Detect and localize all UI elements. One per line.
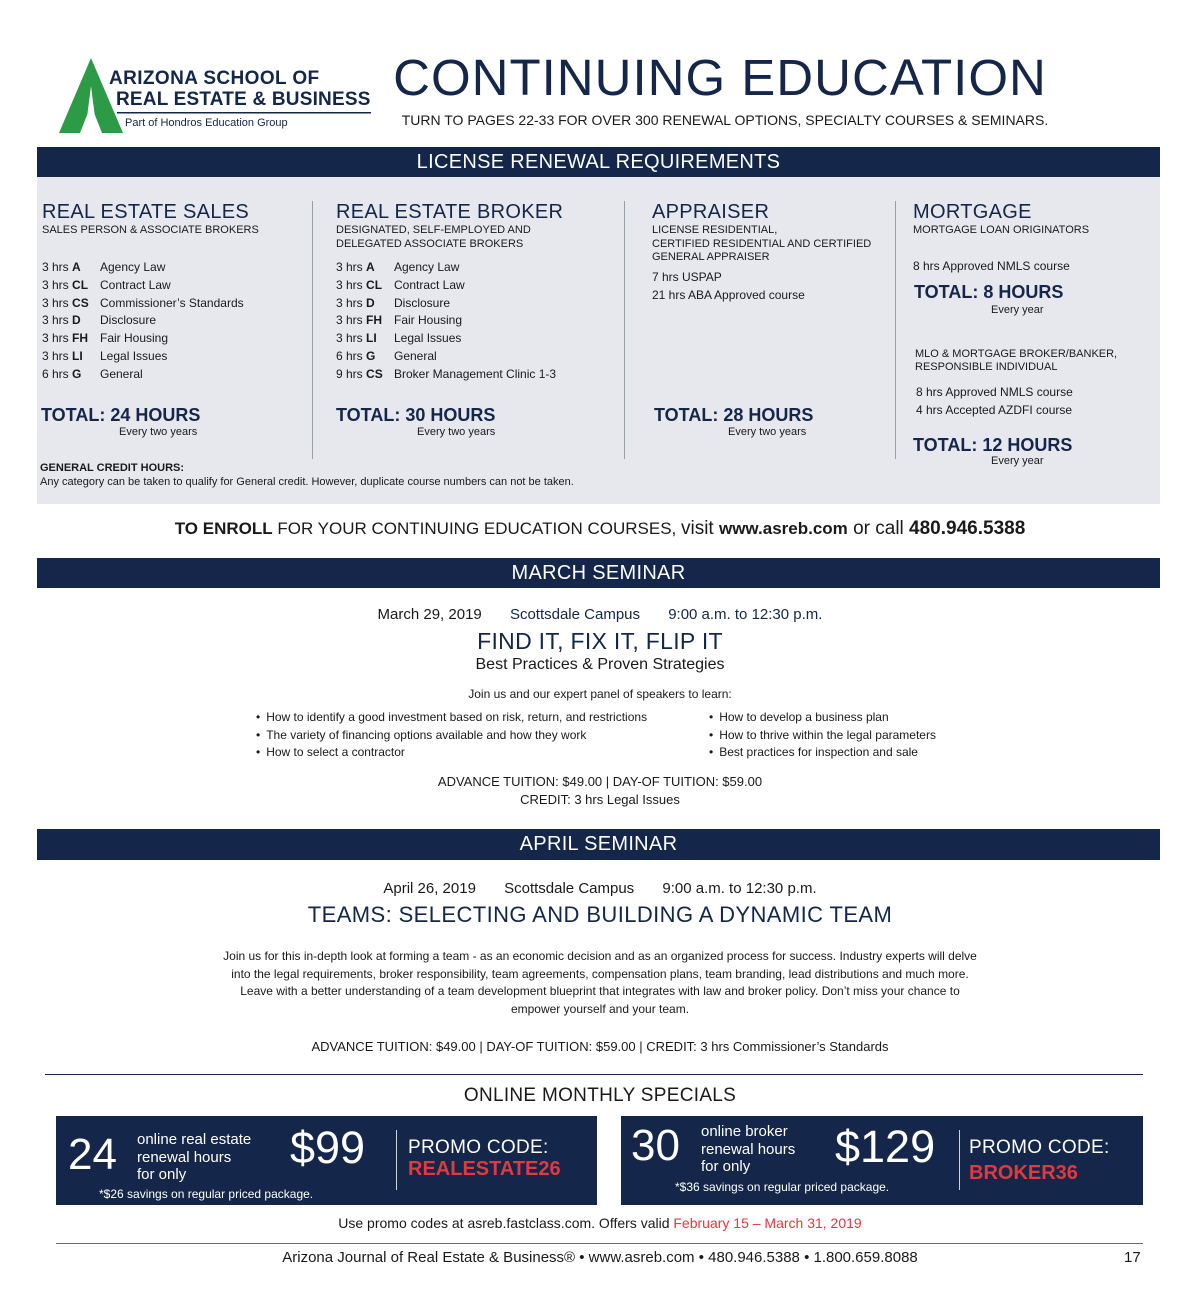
- sales-title: REAL ESTATE SALES: [42, 201, 250, 223]
- april-seminar-heading: APRIL SEMINAR: [37, 829, 1160, 860]
- march-seminar-heading: MARCH SEMINAR: [37, 558, 1160, 588]
- column-divider: [312, 201, 313, 459]
- renewal-heading-bar: LICENSE RENEWAL REQUIREMENTS: [37, 147, 1160, 177]
- requirement-item: [42, 312, 244, 330]
- sales-requirement-list: [42, 259, 244, 384]
- mortgage-title: MORTGAGE: [913, 201, 1032, 223]
- broker-subtitle-2: DELEGATED ASSOCIATE BROKERS: [336, 237, 524, 250]
- april-tuition: ADVANCE TUITION: $49.00 | DAY-OF TUITION: $59.00 | CREDIT: 3 hrs Commissioner’s Standards: [311, 1039, 889, 1054]
- footer-text: Arizona Journal of Real Estate & Business® • www.asreb.com • 480.946.5388 • 1.800.659.8088: [282, 1249, 918, 1266]
- online-specials-heading: ONLINE MONTHLY SPECIALS: [463, 1085, 737, 1106]
- april-date: April 26, 2019: [383, 880, 476, 897]
- requirement-hours: [336, 259, 394, 277]
- march-tuition: ADVANCE TUITION: $49.00 | DAY-OF TUITION: $59.00: [437, 774, 763, 789]
- promo-description: [137, 1131, 251, 1184]
- march-credit: CREDIT: 3 hrs Legal Issues: [520, 792, 680, 807]
- requirement-code: A: [366, 260, 375, 274]
- requirement-hours: [42, 348, 100, 366]
- appraiser-item-aba: 21 hrs ABA Approved course: [652, 288, 805, 302]
- promo-desc-line-1: online broker: [701, 1123, 788, 1140]
- requirement-hours: [336, 348, 394, 366]
- promo-card-broker[interactable]: [621, 1116, 1143, 1205]
- requirement-name: Disclosure: [394, 295, 451, 310]
- requirement-hours: [42, 295, 100, 313]
- mortgage-frequency-1: Every year: [991, 304, 1044, 316]
- march-date: March 29, 2019: [377, 606, 482, 623]
- requirement-hours: [336, 295, 394, 313]
- requirement-code: G: [366, 348, 376, 363]
- promo-savings-note: *$36 savings on regular priced package.: [675, 1180, 890, 1194]
- requirement-code: CS: [72, 295, 89, 310]
- requirement-hours-value: 3 hrs: [42, 260, 69, 274]
- sales-total: TOTAL: 24 HOURS: [41, 405, 201, 425]
- promo-info-prefix: Use promo codes at: [338, 1215, 468, 1231]
- appraiser-column: [652, 201, 871, 265]
- enroll-or-call: or call: [847, 518, 910, 539]
- requirement-item: [336, 277, 556, 295]
- requirement-code: FH: [72, 331, 89, 346]
- promo-code-value[interactable]: REALESTATE26: [408, 1158, 561, 1180]
- march-seminar-intro: Join us and our expert panel of speakers to learn:: [468, 687, 732, 701]
- requirement-item: [336, 348, 556, 366]
- mortgage-frequency-2: Every year: [991, 455, 1044, 467]
- broker-title: REAL ESTATE BROKER: [336, 201, 564, 223]
- mortgage-total-2: TOTAL: 12 HOURS: [913, 435, 1073, 455]
- section-divider: [45, 1074, 1143, 1075]
- requirement-hours-value: 3 hrs: [336, 295, 363, 310]
- requirement-hours-value: 3 hrs: [336, 277, 363, 292]
- april-seminar-meta: [0, 880, 1200, 897]
- requirement-name: Broker Management Clinic 1-3: [394, 366, 557, 381]
- bullet-item: • The variety of financing options available and how they work: [256, 727, 647, 745]
- requirement-hours-value: 3 hrs: [336, 313, 363, 328]
- bullet-item: • How to select a contractor: [256, 744, 647, 762]
- bullet-item: • Best practices for inspection and sale: [709, 744, 936, 762]
- march-bullets-right: [709, 709, 936, 762]
- march-seminar-meta: [0, 606, 1200, 623]
- april-time: 9:00 a.m. to 12:30 p.m.: [662, 880, 817, 897]
- requirement-code: G: [72, 366, 82, 381]
- footer-divider: [56, 1243, 1143, 1244]
- requirement-name: Fair Housing: [100, 331, 169, 346]
- requirement-hours-value: 3 hrs: [42, 348, 69, 363]
- requirement-name: Legal Issues: [394, 331, 462, 346]
- promo-info-line: [0, 1215, 1200, 1231]
- mortgage-item-nmls: 8 hrs Approved NMLS course: [913, 259, 1070, 273]
- requirement-name: Contract Law: [100, 277, 171, 292]
- requirement-name: Disclosure: [100, 313, 157, 328]
- broker-requirement-list: [336, 259, 556, 384]
- appraiser-subtitle-3: GENERAL APPRAISER: [652, 251, 770, 263]
- logo-line-2: REAL ESTATE & BUSINESS: [116, 89, 371, 110]
- requirement-hours: [336, 312, 394, 330]
- mortgage-subtitle-2a: MLO & MORTGAGE BROKER/BANKER,: [915, 348, 1118, 360]
- requirement-item: [42, 366, 244, 384]
- bullet-item: • How to identify a good investment based on risk, return, and restrictions: [256, 709, 647, 727]
- broker-subtitle-1: DESIGNATED, SELF-EMPLOYED AND: [336, 224, 531, 236]
- promo-code-label: PROMO CODE:: [408, 1137, 549, 1158]
- requirement-code: LI: [72, 348, 83, 363]
- mortgage-column: [913, 201, 1089, 238]
- promo-info-mid: Offers valid: [595, 1215, 674, 1231]
- requirement-name: Agency Law: [100, 260, 166, 274]
- promo-savings-note: *$26 savings on regular priced package.: [99, 1187, 314, 1201]
- requirement-hours-value: 3 hrs: [336, 331, 363, 346]
- requirement-hours-value: 3 hrs: [42, 295, 69, 310]
- requirement-name: Legal Issues: [100, 348, 168, 363]
- requirement-item: [336, 259, 556, 277]
- requirement-item: [42, 277, 244, 295]
- march-seminar-title: FIND IT, FIX IT, FLIP IT: [477, 628, 723, 654]
- page-subtitle: TURN TO PAGES 22-33 FOR OVER 300 RENEWAL OPTIONS, SPECIALTY COURSES & SEMINARS.: [401, 112, 1049, 128]
- requirement-name: Agency Law: [394, 260, 460, 274]
- appraiser-title: APPRAISER: [652, 201, 770, 223]
- bullet-item: • How to thrive within the legal parameters: [709, 727, 936, 745]
- general-credit-text: Any category can be taken to qualify for General credit. However, duplicate course numbers can not be taken.: [40, 476, 574, 488]
- requirement-code: CL: [366, 277, 383, 292]
- march-campus: Scottsdale Campus: [509, 606, 641, 623]
- promo-desc-line-2: renewal hours: [137, 1148, 232, 1166]
- enroll-visit: visit: [680, 518, 719, 539]
- appraiser-item-uspap: 7 hrs USPAP: [652, 270, 722, 284]
- requirement-name: Fair Housing: [394, 313, 463, 328]
- appraiser-frequency: Every two years: [728, 426, 807, 438]
- requirement-hours-value: 3 hrs: [336, 260, 363, 274]
- requirement-item: [336, 366, 556, 384]
- page-number: 17: [1124, 1249, 1141, 1266]
- requirement-item: [336, 330, 556, 348]
- promo-valid-dates: February 15 – March 31, 2019: [673, 1215, 862, 1231]
- sales-column: [42, 201, 259, 238]
- promo-hours: 30: [631, 1121, 680, 1170]
- requirement-item: [42, 348, 244, 366]
- promo-price: $129: [835, 1121, 936, 1172]
- sales-subtitle: SALES PERSON & ASSOCIATE BROKERS: [42, 224, 259, 236]
- school-logo: [57, 56, 377, 138]
- mortgage-subtitle-2b: RESPONSIBLE INDIVIDUAL: [915, 361, 1058, 373]
- promo-code-label: PROMO CODE:: [969, 1137, 1110, 1158]
- requirement-hours: [336, 277, 394, 295]
- requirement-hours-value: 6 hrs: [42, 366, 69, 381]
- broker-frequency: Every two years: [417, 426, 496, 438]
- promo-desc-line-3: for only: [137, 1166, 187, 1183]
- requirement-item: [336, 312, 556, 330]
- requirement-name: Contract Law: [394, 277, 465, 292]
- april-seminar-description: Join us for this in-depth look at forming a team - as an economic decision and as an organized process for success. Industry experts will delve into the legal requirements, broker responsibility, team agreements, compensation plans, team branding, lead distributions and much more. Leave with a better understanding of a team development blueprint that integrates with law and broker policy. Don’t miss your chance to empower yourself and your team.: [223, 949, 977, 1016]
- requirement-item: [336, 295, 556, 313]
- enroll-phone[interactable]: 480.946.5388: [909, 518, 1026, 539]
- broker-column: [336, 201, 563, 251]
- promo-price: $99: [290, 1122, 366, 1173]
- promo-desc-line-3: for only: [701, 1158, 751, 1175]
- promo-divider: [959, 1130, 960, 1190]
- requirement-code: D: [366, 295, 375, 310]
- appraiser-subtitle-1: LICENSE RESIDENTIAL,: [652, 224, 778, 236]
- requirement-item: [42, 330, 244, 348]
- appraiser-total: TOTAL: 28 HOURS: [654, 405, 814, 425]
- enroll-url-link[interactable]: www.asreb.com: [718, 519, 848, 538]
- requirement-hours-value: 3 hrs: [42, 331, 69, 346]
- general-credit-label: GENERAL CREDIT HOURS:: [40, 462, 185, 474]
- requirement-hours-value: 6 hrs: [336, 348, 363, 363]
- requirement-code: CL: [72, 277, 89, 292]
- requirement-name: Commissioner’s Standards: [100, 295, 244, 310]
- mortgage-total-1: TOTAL: 8 HOURS: [914, 282, 1064, 302]
- requirement-hours: [336, 366, 394, 384]
- requirement-item: [42, 295, 244, 313]
- requirement-code: LI: [366, 331, 377, 346]
- requirement-code: A: [72, 260, 81, 274]
- logo-line-3: Part of Hondros Education Group: [125, 117, 288, 129]
- renewal-panel: [37, 177, 1160, 504]
- logo-line-1: ARIZONA SCHOOL OF: [109, 68, 320, 89]
- april-seminar-title: TEAMS: SELECTING AND BUILDING A DYNAMIC TEAM: [307, 902, 893, 927]
- requirement-name: General: [394, 348, 437, 363]
- page-title: CONTINUING EDUCATION: [393, 49, 1047, 106]
- broker-total: TOTAL: 30 HOURS: [336, 405, 496, 425]
- requirement-hours: [42, 366, 100, 384]
- requirement-code: CS: [366, 366, 383, 381]
- mortgage-subtitle: MORTGAGE LOAN ORIGINATORS: [913, 224, 1090, 236]
- requirement-hours: [42, 259, 100, 277]
- promo-desc-line-2: renewal hours: [701, 1140, 796, 1158]
- bullet-item: • How to develop a business plan: [709, 709, 936, 727]
- requirement-hours-value: 3 hrs: [42, 313, 69, 328]
- requirement-hours-value: 3 hrs: [42, 277, 69, 292]
- requirement-hours: [42, 277, 100, 295]
- promo-desc-line-1: online real estate: [137, 1131, 252, 1148]
- march-seminar-subtitle: Best Practices & Proven Strategies: [475, 656, 725, 673]
- promo-card-realestate[interactable]: [56, 1116, 597, 1205]
- requirement-hours: [336, 330, 394, 348]
- requirement-code: FH: [366, 313, 383, 328]
- enroll-line: [0, 518, 1200, 540]
- sales-frequency: Every two years: [119, 426, 198, 438]
- appraiser-subtitle-2: CERTIFIED RESIDENTIAL AND CERTIFIED: [652, 237, 872, 250]
- april-campus: Scottsdale Campus: [504, 880, 635, 897]
- enroll-text: FOR YOUR CONTINUING EDUCATION COURSES,: [272, 519, 681, 538]
- column-divider: [895, 201, 896, 459]
- promo-hours: 24: [68, 1130, 117, 1179]
- promo-description: [701, 1123, 795, 1176]
- requirement-code: D: [72, 313, 81, 328]
- mortgage-item-nmls-2: 8 hrs Approved NMLS course: [916, 385, 1073, 399]
- march-time: 9:00 a.m. to 12:30 p.m.: [668, 606, 823, 623]
- requirement-item: [42, 259, 244, 277]
- mortgage-item-azdfi: 4 hrs Accepted AZDFI course: [916, 403, 1073, 417]
- promo-code-value[interactable]: BROKER36: [969, 1162, 1078, 1184]
- march-bullets-left: [256, 709, 647, 762]
- requirement-name: General: [100, 366, 143, 381]
- general-credit-note: [40, 461, 574, 489]
- promo-divider: [396, 1130, 397, 1190]
- requirement-hours: [42, 312, 100, 330]
- requirement-hours: [42, 330, 100, 348]
- column-divider: [624, 201, 625, 459]
- requirement-hours-value: 9 hrs: [336, 366, 363, 381]
- promo-site-link[interactable]: asreb.fastclass.com.: [467, 1215, 596, 1231]
- enroll-label: TO ENROLL: [174, 519, 273, 538]
